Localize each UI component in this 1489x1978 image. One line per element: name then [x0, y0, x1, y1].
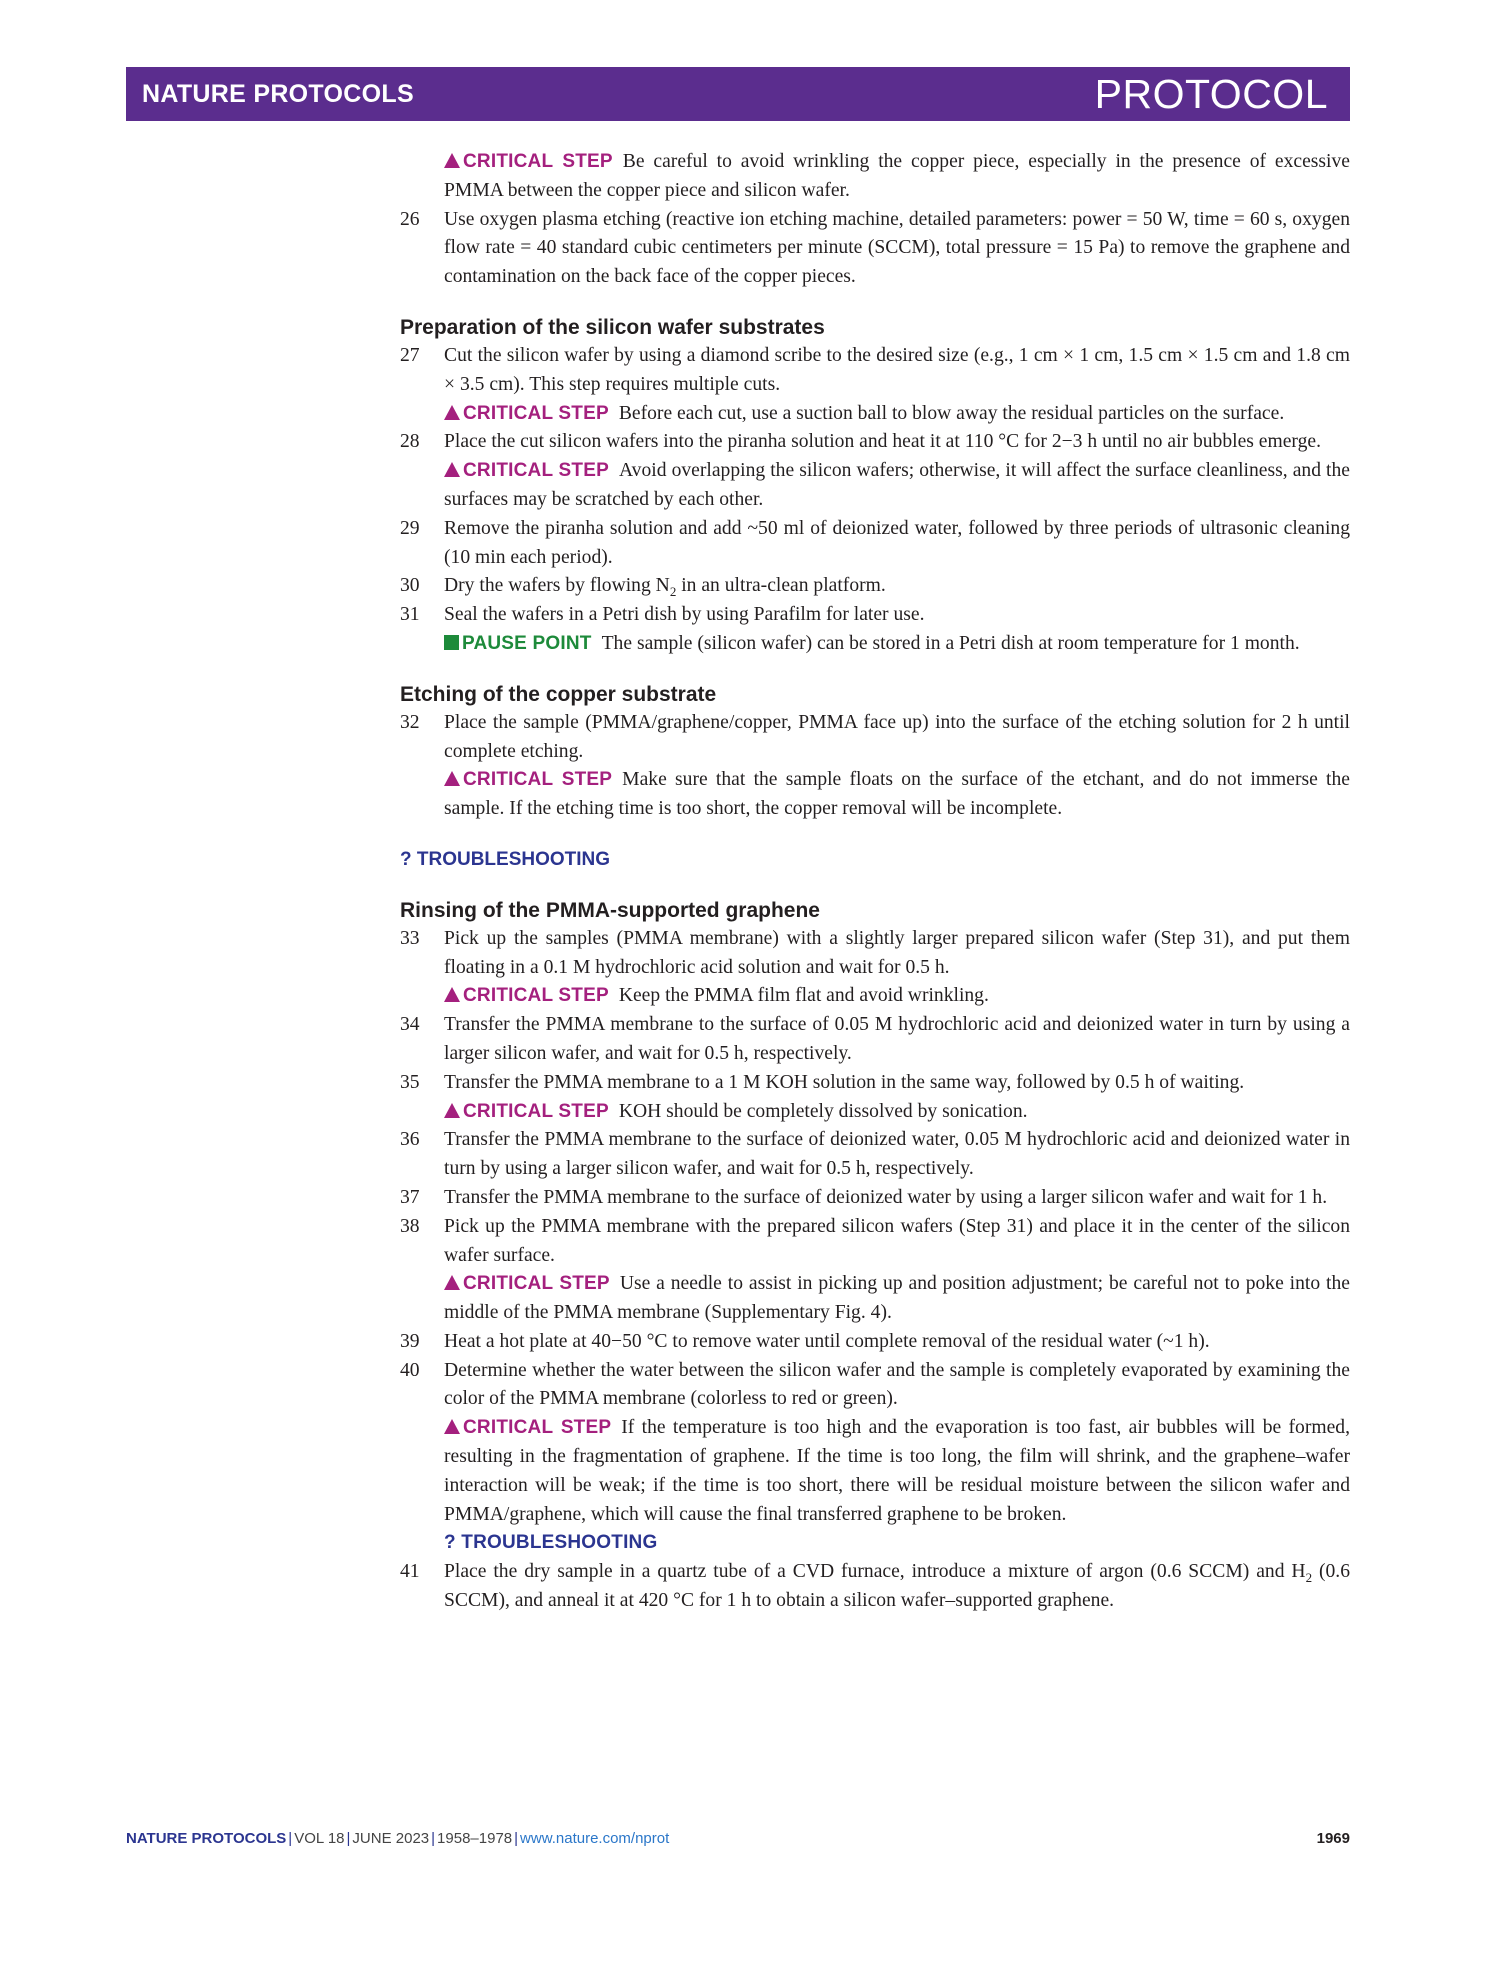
critical-step-tag: CRITICAL STEP — [444, 151, 613, 172]
page-footer: NATURE PROTOCOLS | VOL 18 | JUNE 2023 | 1958–1978 | www.nature.com/nprot 1969 — [126, 1830, 1350, 1847]
critical-note — [400, 148, 1350, 206]
step-text: Transfer the PMMA membrane to the surface of deionized water by using a larger silicon wafer and wait for 1 h. — [444, 1186, 1328, 1208]
step-text: Remove the piranha solution and add ~50 ml of deionized water, followed by three periods of ultrasonic cleaning (10 min each period). — [444, 517, 1350, 568]
critical-step-tag: CRITICAL STEP — [444, 985, 609, 1006]
step-number: 40 — [400, 1359, 420, 1381]
note-text: Use a needle to assist in picking up and position adjustment; be careful not to poke into the middle of the PMMA membrane (Supplementary Fig. 4). — [444, 1273, 1350, 1324]
step-number: 30 — [400, 575, 420, 597]
critical-note — [400, 982, 1350, 1011]
note-text: Be careful to avoid wrinkling the copper piece, especially in the presence of excessive PMMA between the copper piece and silicon wafer. — [444, 151, 1350, 201]
warning-triangle-icon — [444, 771, 460, 786]
step-text: Transfer the PMMA membrane to a 1 M KOH solution in the same way, followed by 0.5 h of waiting. — [444, 1071, 1245, 1093]
critical-step-tag: CRITICAL STEP — [444, 1101, 609, 1122]
article-type: PROTOCOL — [1094, 71, 1328, 117]
step-text: Transfer the PMMA membrane to the surface of deionized water, 0.05 M hydrochloric acid and deionized water in turn by using a larger silicon wafer, and wait for 0.5 h, respectively. — [444, 1129, 1350, 1180]
step-31 — [400, 601, 1350, 630]
step-number: 38 — [400, 1215, 420, 1237]
step-40 — [400, 1357, 1350, 1415]
step-number: 33 — [400, 927, 420, 949]
critical-note — [400, 1414, 1350, 1529]
page-number: 1969 — [1316, 1830, 1350, 1847]
warning-triangle-icon — [444, 153, 460, 168]
footer-pages: 1958–1978 — [437, 1830, 513, 1847]
pause-point-tag: PAUSE POINT — [444, 633, 592, 654]
note-text: If the temperature is too high and the evaporation is too fast, air bubbles will be formed, resulting in the fragmentation of graphene. If the time is too long, the film will shrink, and the graphene–wafer interaction will be weak; if the time is too short, there will be residual moisture between the silicon wafer and PMMA/graphene, which will cause the final transferred graphene to be broken. — [444, 1417, 1350, 1525]
step-number: 29 — [400, 517, 420, 539]
critical-step-tag: CRITICAL STEP — [444, 1273, 610, 1294]
warning-triangle-icon — [444, 462, 460, 477]
page-header — [126, 67, 1350, 121]
step-41 — [400, 1558, 1350, 1616]
step-number: 36 — [400, 1129, 420, 1151]
footer-volume: VOL 18 — [294, 1830, 345, 1847]
step-text: Cut the silicon wafer by using a diamond scribe to the desired size (e.g., 1 cm × 1 cm, 1.5 cm × 1.5 cm and 1.8 cm × 3.5 cm). This step requires multiple cuts. — [444, 344, 1350, 395]
section-title-rinsing: Rinsing of the PMMA-supported graphene — [400, 898, 820, 922]
step-38 — [400, 1213, 1350, 1271]
step-text: Seal the wafers in a Petri dish by using Parafilm for later use. — [444, 604, 925, 626]
pause-note — [400, 630, 1350, 659]
footer-journal: NATURE PROTOCOLS — [126, 1830, 287, 1847]
troubleshooting-link[interactable]: ? TROUBLESHOOTING — [444, 1532, 658, 1554]
section-title-silicon: Preparation of the silicon wafer substrates — [400, 315, 825, 339]
step-text: Heat a hot plate at 40−50 °C to remove water until complete removal of the residual water (~1 h). — [444, 1330, 1210, 1352]
warning-triangle-icon — [444, 1275, 460, 1290]
troubleshooting-inline — [400, 1529, 1350, 1558]
step-number: 26 — [400, 208, 420, 230]
critical-note — [400, 400, 1350, 429]
step-26 — [400, 206, 1350, 292]
critical-note — [400, 1098, 1350, 1127]
critical-note — [400, 766, 1350, 824]
note-text: The sample (silicon wafer) can be stored in a Petri dish at room temperature for 1 month. — [601, 632, 1300, 654]
step-number: 34 — [400, 1014, 420, 1036]
step-number: 39 — [400, 1330, 420, 1352]
step-text: Transfer the PMMA membrane to the surface of 0.05 M hydrochloric acid and deionized water in turn by using a larger silicon wafer, and wait for 0.5 h, respectively. — [444, 1014, 1350, 1064]
critical-step-tag: CRITICAL STEP — [444, 769, 612, 790]
step-number: 27 — [400, 344, 420, 366]
note-text: Avoid overlapping the silicon wafers; otherwise, it will affect the surface cleanliness, and the surfaces may be scratched by each other. — [444, 460, 1350, 510]
step-number: 28 — [400, 431, 420, 453]
step-27 — [400, 342, 1350, 400]
step-number: 41 — [400, 1561, 420, 1583]
footer-date: JUNE 2023 — [352, 1830, 430, 1847]
critical-step-tag: CRITICAL STEP — [444, 403, 609, 424]
step-37 — [400, 1184, 1350, 1213]
step-text: Pick up the samples (PMMA membrane) with a slightly larger prepared silicon wafer (Step 31), and put them floating in a 0.1 M hydrochloric acid solution and wait for 0.5 h. — [444, 927, 1350, 978]
critical-note — [400, 457, 1350, 515]
step-29 — [400, 515, 1350, 573]
step-text: Pick up the PMMA membrane with the prepared silicon wafers (Step 31) and place it in the center of the silicon wafer surface. — [444, 1215, 1350, 1266]
warning-triangle-icon — [444, 1103, 460, 1118]
note-text: Before each cut, use a suction ball to blow away the residual particles on the surface. — [618, 402, 1285, 424]
step-36 — [400, 1126, 1350, 1184]
step-39 — [400, 1328, 1350, 1357]
troubleshooting-link[interactable]: ? TROUBLESHOOTING — [400, 848, 611, 870]
step-text: Determine whether the water between the silicon wafer and the sample is completely evaporated by examining the color of the PMMA membrane (colorless to red or green). — [444, 1359, 1350, 1410]
note-text: Make sure that the sample floats on the surface of the etchant, and do not immerse the sample. If the etching time is too short, the copper removal will be incomplete. — [444, 769, 1350, 820]
critical-step-tag: CRITICAL STEP — [444, 1417, 611, 1438]
warning-triangle-icon — [444, 405, 460, 420]
step-30 — [400, 572, 1350, 601]
step-32 — [400, 709, 1350, 767]
step-33 — [400, 925, 1350, 983]
critical-step-tag: CRITICAL STEP — [444, 460, 609, 481]
note-text: KOH should be completely dissolved by sonication. — [618, 1100, 1028, 1122]
step-text: Place the dry sample in a quartz tube of a CVD furnace, introduce a mixture of argon (0.6 SCCM) and $H_2$ (0.6 SCCM), and anneal it at 420 °C for 1 h to obtain a silicon wafer–supported graphene. — [444, 1561, 1350, 1612]
pause-square-icon — [444, 635, 459, 650]
step-number: 35 — [400, 1071, 420, 1093]
main-content — [400, 148, 1350, 1616]
step-number: 31 — [400, 604, 420, 626]
step-number: 32 — [400, 711, 420, 733]
step-35 — [400, 1069, 1350, 1098]
step-text: Place the sample (PMMA/graphene/copper, PMMA face up) into the surface of the etching solution for 2 h until complete etching. — [444, 711, 1350, 762]
warning-triangle-icon — [444, 987, 460, 1002]
footer-url-link[interactable]: www.nature.com/nprot — [520, 1830, 670, 1847]
step-number: 37 — [400, 1186, 420, 1208]
journal-name: NATURE PROTOCOLS — [142, 80, 414, 108]
step-34 — [400, 1011, 1350, 1069]
step-text: Use oxygen plasma etching (reactive ion etching machine, detailed parameters: power = 50 W, time = 60 s, oxygen flow rate = 40 standard cubic centimeters per minute (SCCM), total pressure = 15 Pa) to remove the graphene and contamination on the back face of the copper pieces. — [444, 208, 1350, 288]
critical-note — [400, 1270, 1350, 1328]
warning-triangle-icon — [444, 1419, 460, 1434]
note-text: Keep the PMMA film flat and avoid wrinkling. — [618, 985, 989, 1007]
section-title-etching: Etching of the copper substrate — [400, 682, 717, 706]
step-28 — [400, 428, 1350, 457]
step-text: Place the cut silicon wafers into the piranha solution and heat it at 110 °C for 2−3 h until no air bubbles emerge. — [444, 431, 1321, 453]
step-text: Dry the wafers by flowing $N_2$ in an ultra-clean platform. — [444, 575, 886, 600]
